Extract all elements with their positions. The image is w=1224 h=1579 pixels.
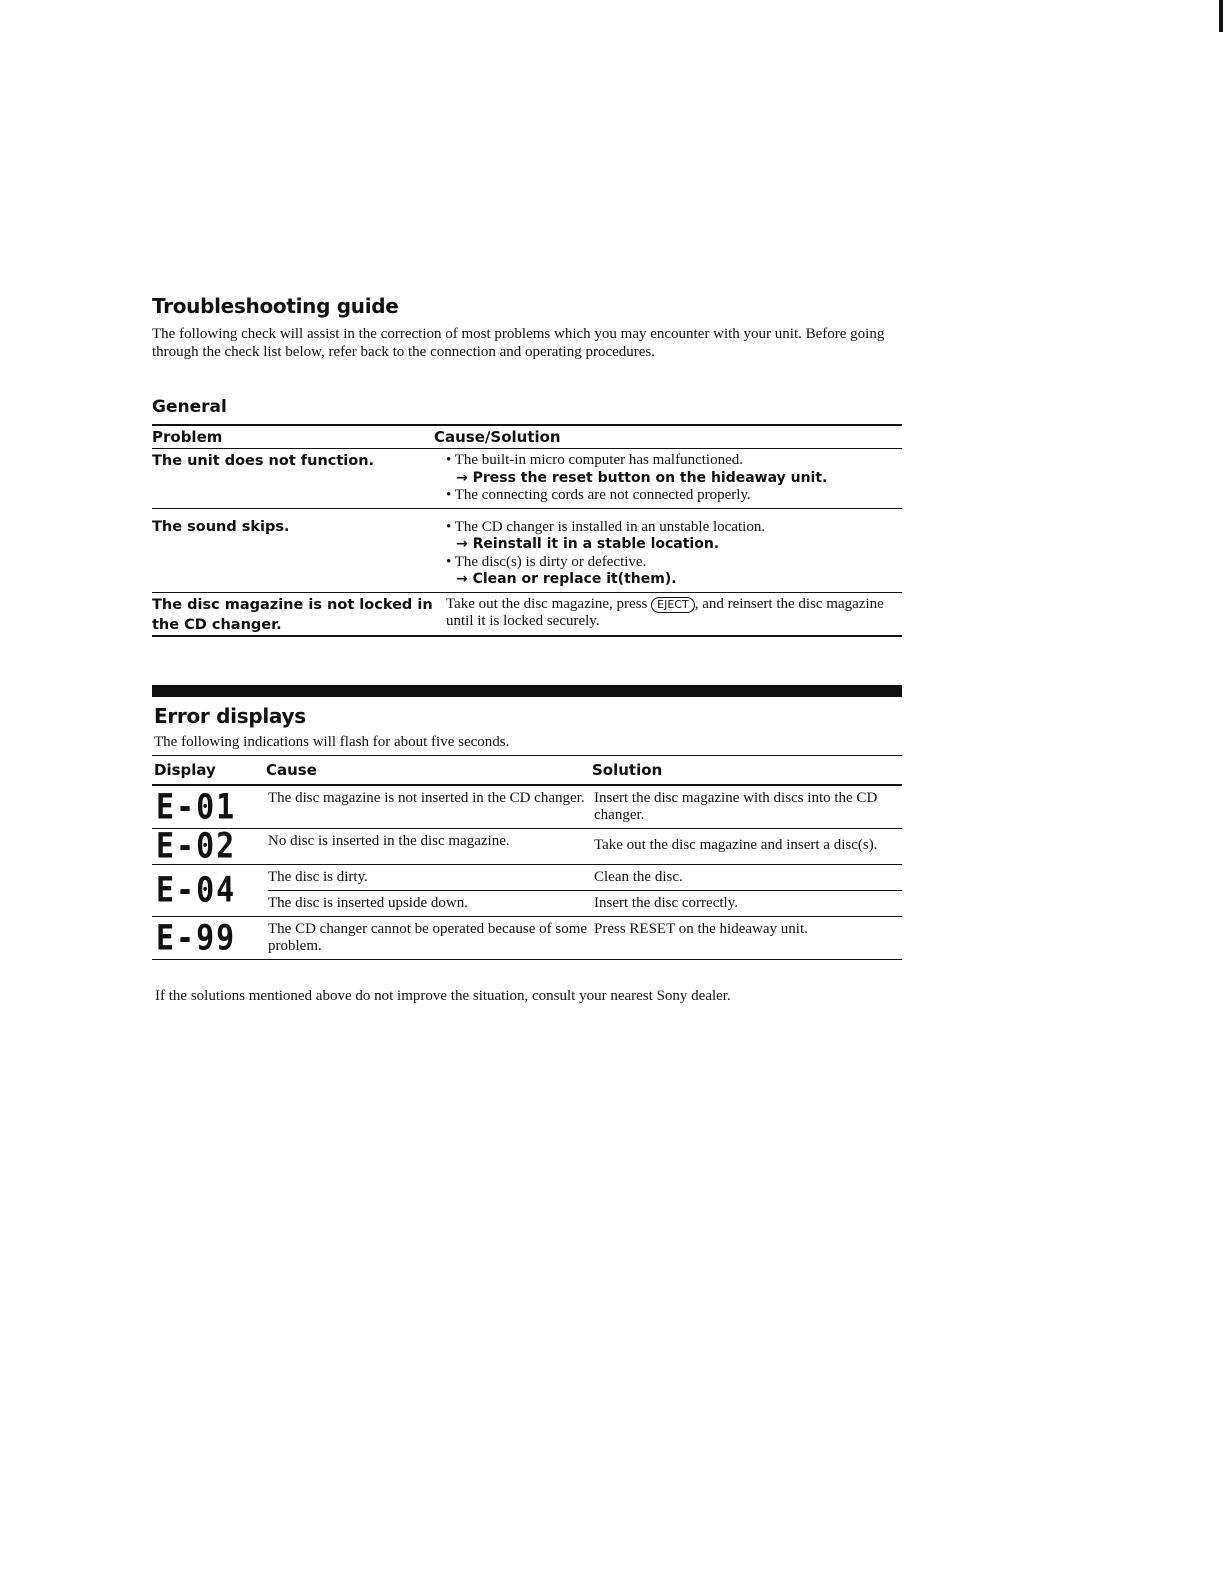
sub-rows [268, 865, 902, 916]
cause-line: • The built-in micro computer has malfunctioned. [446, 452, 743, 468]
header-cause-solution: Cause/Solution [434, 428, 561, 446]
table-row [152, 826, 902, 867]
cause-line: • The CD changer is installed in an unstable location. [446, 518, 766, 535]
cause-text: Take out the disc magazine, press [446, 595, 652, 612]
cause-cell [434, 449, 902, 508]
solution-line: → Reinstall it in a stable location. [456, 536, 720, 552]
error-displays-title: Error displays [154, 704, 306, 728]
cause-cell: The CD changer cannot be operated because of some problem. [268, 921, 588, 954]
problem-cell: The disc magazine is not locked in the CD changer. [152, 596, 433, 633]
eject-key-symbol: EJECT [651, 597, 695, 613]
error-code-display: E-01 [156, 786, 237, 828]
cause-cell: The disc is inserted upside down. [268, 895, 468, 911]
solution-cell: Insert the disc magazine with discs into the CD changer. [594, 790, 878, 823]
cause-cell: The disc magazine is not inserted in the CD changer. [268, 790, 585, 806]
footnote: If the solutions mentioned above do not improve the situation, consult your nearest Sony dealer. [155, 988, 731, 1004]
general-table [152, 424, 902, 637]
sub-row [268, 865, 902, 890]
header-display: Display [154, 761, 216, 779]
header-solution: Solution [592, 761, 663, 779]
solution-cell: Press RESET on the hideaway unit. [594, 921, 808, 937]
troubleshooting-intro: The following check will assist in the correction of most problems which you may encounter with your unit. Before going through the check list below, refer back to the connection and operating procedures. [152, 326, 885, 360]
table-row [152, 786, 902, 829]
error-table [152, 755, 902, 960]
cause-cell: The disc is dirty. [268, 869, 368, 885]
header-cause: Cause [266, 761, 317, 779]
solution-line: → Press the reset button on the hideaway unit. [456, 469, 828, 486]
table-row [152, 917, 902, 960]
general-table-header [152, 424, 902, 449]
cause-line: • The disc(s) is dirty or defective. [446, 553, 647, 570]
table-row [152, 593, 902, 637]
error-code-display: E-99 [156, 917, 237, 959]
troubleshooting-title: Troubleshooting guide [152, 294, 399, 318]
cause-text: , and reinsert the disc magazine until it is locked securely. [446, 595, 884, 629]
solution-cell: Clean the disc. [594, 869, 683, 885]
solution-cell: Take out the disc magazine and insert a disc(s). [594, 837, 878, 853]
section-divider-bar [152, 685, 902, 697]
cause-cell [434, 509, 902, 592]
sub-row [268, 890, 902, 916]
solution-line: → Clean or replace it(them). [456, 571, 677, 587]
solution-cell: Insert the disc correctly. [594, 895, 738, 911]
table-row [152, 449, 902, 509]
error-table-header [152, 755, 902, 786]
cause-line: • The connecting cords are not connected properly. [446, 487, 751, 503]
header-problem: Problem [152, 428, 223, 446]
problem-cell: The sound skips. [152, 518, 290, 535]
error-code-display: E-04 [156, 870, 237, 911]
error-code-display: E-02 [156, 826, 237, 867]
cause-line [434, 596, 902, 631]
table-row [152, 509, 902, 593]
error-displays-intro: The following indications will flash for about five seconds. [154, 734, 510, 750]
cause-cell [434, 593, 902, 635]
page-edge-mark [1219, 0, 1223, 32]
problem-cell: The unit does not function. [152, 453, 375, 469]
table-row [152, 865, 902, 917]
general-section-title: General [152, 397, 227, 417]
cause-cell: No disc is inserted in the disc magazine. [268, 833, 510, 849]
